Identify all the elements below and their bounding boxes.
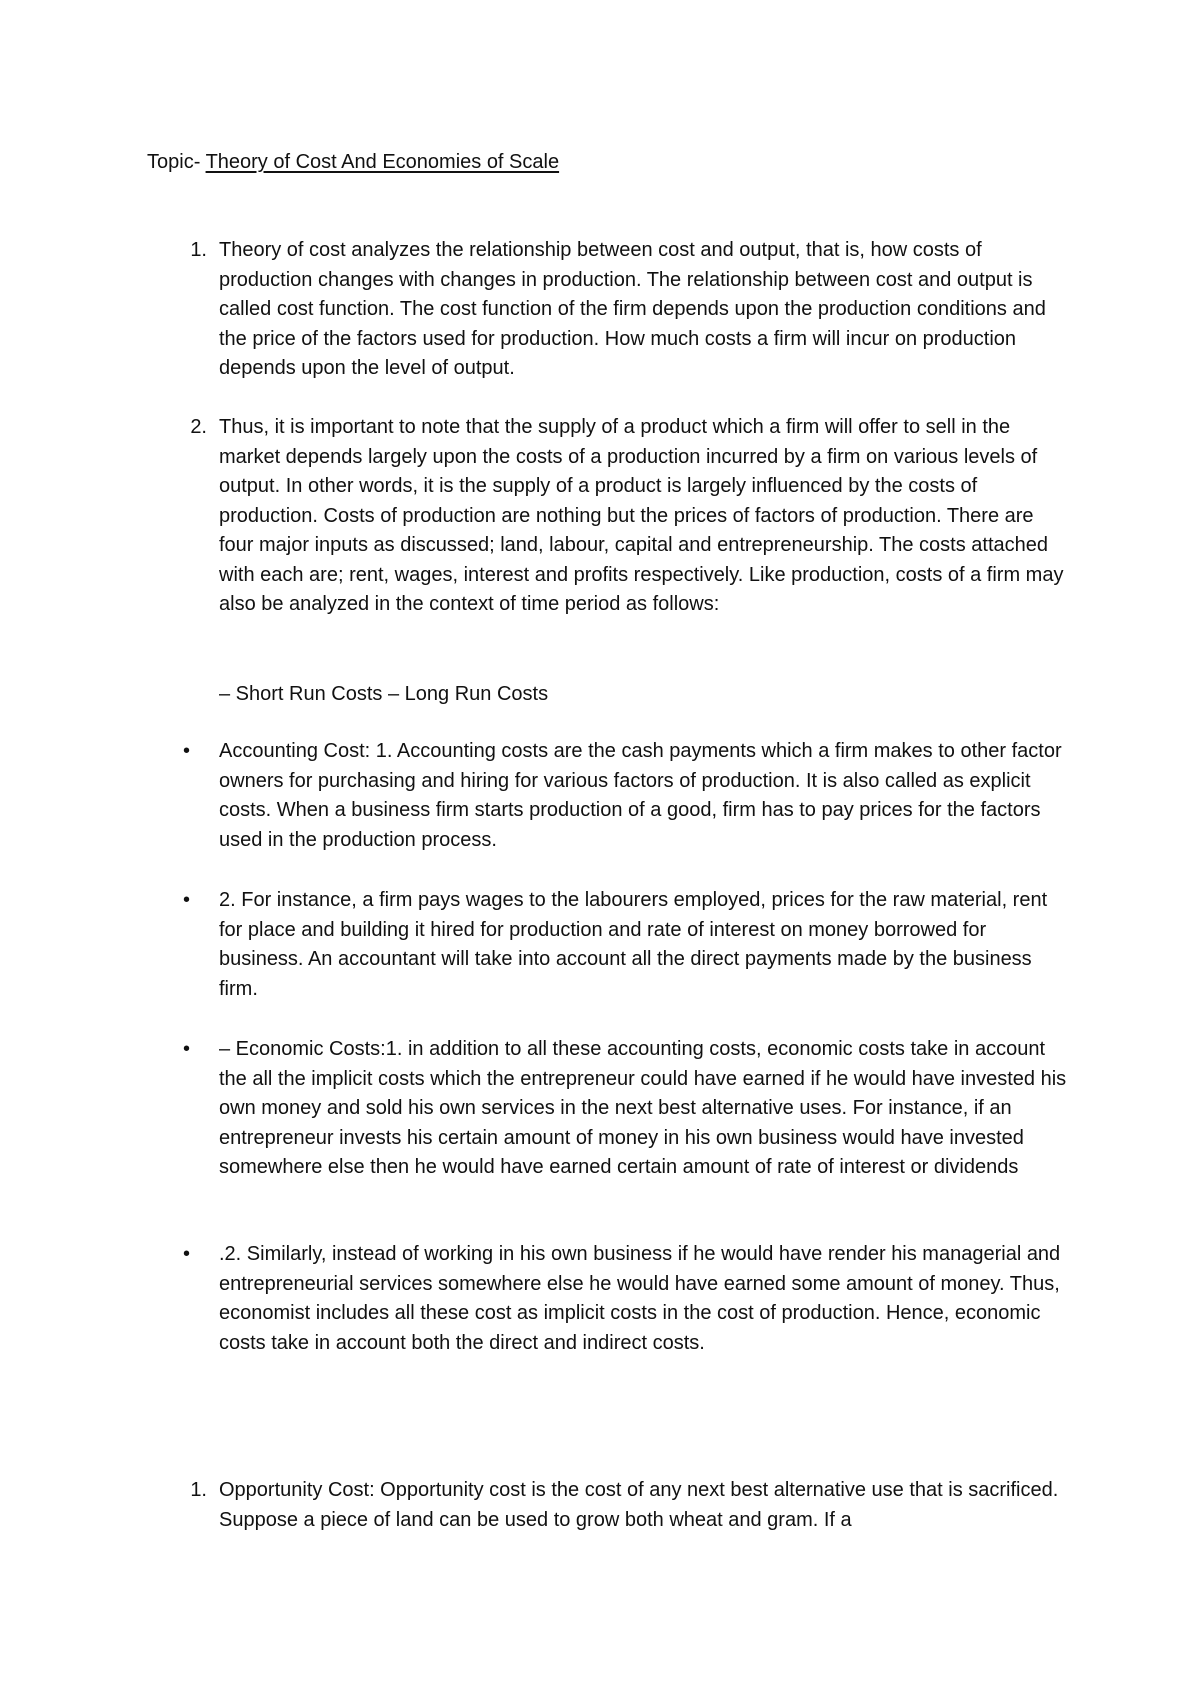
bullet-icon: • — [183, 1243, 191, 1265]
item-number: 2. — [190, 416, 207, 438]
item-number: 1. — [190, 1479, 207, 1501]
item-text: 2. For instance, a firm pays wages to the labourers employed, prices for the raw material, rent for place and building it hired for production and rate of interest on money borrowed for business. An accountant will take into account all the direct payments made by the business firm. — [219, 889, 1048, 1000]
item-text: Theory of cost analyzes the relationship between cost and output, that is, how costs of production changes with changes in production. The relationship between cost and output is called cost function. The cost function of the firm depends upon the production conditions and the price of the factors used for production. How much costs a firm will incur on production depends upon the level of output. — [219, 239, 1046, 379]
numbered-item-1 — [147, 236, 1067, 384]
title-prefix: Topic- — [147, 151, 201, 173]
numbered-item-2 — [147, 413, 1067, 620]
bullet-icon: • — [183, 889, 191, 911]
item-text: Thus, it is important to note that the supply of a product which a firm will offer to sell in the market depends largely upon the costs of a production incurred by a firm on various levels of output. In other words, it is the supply of a product is largely influenced by the costs of production. Costs of production are nothing but the prices of factors of production. There are four major inputs as discussed; land, labour, capital and entrepreneurship. The costs attached with each are; rent, wages, interest and profits respectively. Like production, costs of a firm may also be analyzed in the context of time period as follows: — [219, 416, 1064, 615]
item-text: .2. Similarly, instead of working in his own business if he would have render his managerial and entrepreneurial services somewhere else he would have earned some amount of money. Thus, economist includes all these cost as implicit costs in the cost of production. Hence, economic costs take in account both the direct and indirect costs. — [219, 1243, 1061, 1354]
item-text: Opportunity Cost: Opportunity cost is the cost of any next best alternative use that is sacrificed. Suppose a piece of land can be used to grow both wheat and gram. If a — [219, 1479, 1059, 1531]
item-text: Accounting Cost: 1. Accounting costs are the cash payments which a firm makes to other factor owners for purchasing and hiring for various factors of production. It is also called as explicit costs. When a business firm starts production of a good, firm has to pay prices for the factors used in the production process. — [219, 740, 1062, 851]
bullet-item-accounting-cost — [147, 737, 1067, 855]
bullet-item-instance — [147, 886, 1067, 1004]
run-costs-line: – Short Run Costs – Long Run Costs — [219, 683, 549, 705]
title-subject: Theory of Cost And Economies of Scale — [205, 151, 560, 173]
item-number: 1. — [190, 239, 207, 261]
bullet-item-similarly — [147, 1240, 1067, 1358]
numbered-item-opportunity-cost — [147, 1476, 1067, 1535]
document-title — [147, 148, 559, 178]
bullet-icon: • — [183, 1038, 191, 1060]
bullet-icon: • — [183, 740, 191, 762]
item-text: – Economic Costs:1. in addition to all these accounting costs, economic costs take in account the all the implicit costs which the entrepreneur could have earned if he would have invested his own money and sold his own services in the next best alternative uses. For instance, if an entrepreneur invests his certain amount of money in his own business would have invested somewhere else then he would have earned certain amount of rate of interest or dividends — [219, 1038, 1067, 1178]
bullet-item-economic-costs — [147, 1035, 1067, 1183]
